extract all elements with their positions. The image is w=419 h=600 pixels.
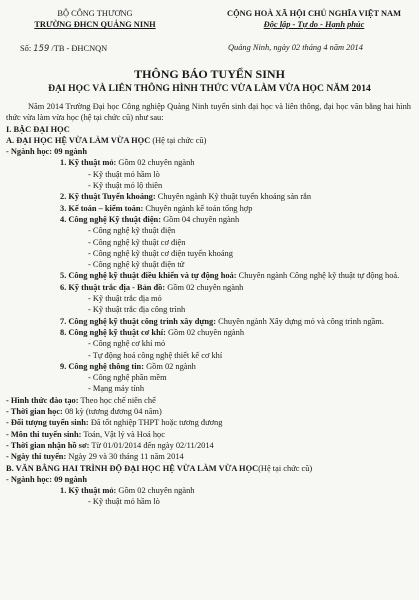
b-major-sub-item: - Kỹ thuật mỏ hầm lò	[88, 497, 160, 507]
major-item	[6, 157, 411, 168]
specialization-item: - Kỹ thuật trắc địa mỏ	[88, 294, 162, 304]
specialization-item: - Công nghệ kỹ thuật cơ điện tuyển khoáng	[88, 248, 233, 258]
info-value: Toán, Vật lý và Hoá học	[81, 429, 165, 439]
specialization-item: - Tự động hoá công nghệ thiết kế cơ khí	[88, 350, 223, 360]
info-label: - Đối tượng tuyển sinh:	[6, 418, 89, 428]
info-value: Ngày 29 và 30 tháng 11 năm 2014	[66, 452, 184, 462]
b-major-item	[6, 485, 411, 496]
issuer-block	[20, 8, 170, 30]
info-label: - Ngày thi tuyển:	[6, 452, 67, 462]
specialization-item: - Kỹ thuật mỏ lộ thiên	[88, 181, 163, 191]
major-detail: Chuyên ngành Kỹ thuật tuyển khoáng sản rắn	[155, 192, 312, 202]
section-b-note: (Hệ tại chức cũ)	[258, 463, 313, 473]
major-title: 6. Kỹ thuật trắc địa - Bản đồ:	[60, 282, 166, 292]
major-item	[6, 361, 411, 372]
info-row	[6, 406, 411, 417]
document-subtitle: ĐẠI HỌC VÀ LIÊN THÔNG HÌNH THỨC VỪA LÀM VỪA HỌC NĂM 2014	[48, 83, 371, 94]
major-detail: Chuyên ngành kế toán tổng hợp	[143, 203, 253, 213]
section-b-title: B. VĂN BẰNG HAI TRÌNH ĐỘ ĐẠI HỌC HỆ VỪA LÀM VỪA HỌC	[6, 463, 259, 473]
document-body	[6, 101, 411, 508]
document-title: THÔNG BÁO TUYỂN SINH	[134, 67, 285, 81]
specialization-item: - Công nghệ kỹ thuật điện	[88, 226, 176, 236]
major-item	[6, 203, 411, 214]
doc-no-value: 159	[33, 43, 50, 53]
info-label: - Thời gian học:	[6, 407, 63, 417]
info-row	[6, 429, 411, 440]
majors-count-a: - Ngành học: 09 ngành	[6, 147, 87, 157]
specialization-item: - Kỹ thuật trắc địa công trình	[88, 305, 186, 315]
specialization-item: - Công nghệ cơ khí mỏ	[88, 339, 166, 349]
major-detail: Gồm 02 chuyên ngành	[165, 282, 244, 292]
major-title: 9. Công nghệ thông tin:	[60, 361, 144, 371]
major-detail: Chuyên ngành Công nghệ kỹ thuật tự động hoá.	[236, 271, 400, 281]
major-detail: Gồm 02 chuyên ngành	[116, 158, 195, 168]
major-title: 3. Kế toán – kiểm toán:	[60, 203, 144, 213]
ministry-name: BỘ CÔNG THƯƠNG	[57, 9, 133, 18]
major-item	[6, 191, 411, 202]
b-major-detail: Gồm 02 chuyên ngành	[116, 486, 195, 496]
national-motto: Độc lập - Tự do - Hạnh phúc	[263, 20, 365, 29]
school-name: TRƯỜNG ĐHCN QUẢNG NINH	[34, 20, 156, 29]
info-row	[6, 451, 411, 462]
document-number	[20, 43, 107, 53]
info-value: 08 kỳ (tương đương 04 năm)	[62, 407, 162, 417]
doc-no-suffix: /TB - ĐHCNQN	[51, 44, 108, 53]
info-value: Đã tốt nghiệp THPT hoặc tương đương	[88, 418, 223, 428]
specialization-item: - Kỹ thuật mỏ hầm lò	[88, 169, 160, 179]
major-detail: Gồm 02 chuyên ngành	[165, 327, 245, 337]
major-detail: Gồm 04 chuyên ngành	[160, 214, 240, 224]
info-label: - Thời gian nhận hồ sơ:	[6, 440, 90, 450]
specialization-item: - Công nghệ phần mềm	[88, 373, 167, 383]
info-value: Từ 01/01/2014 đến ngày 02/11/2014	[89, 440, 214, 450]
info-row	[6, 440, 411, 451]
major-title: 8. Công nghệ kỹ thuật cơ khí:	[60, 327, 166, 337]
major-detail: Chuyên ngành Xây dựng mỏ và công trình ngầm.	[216, 316, 384, 326]
national-header	[214, 8, 414, 30]
major-title: 1. Kỹ thuật mỏ:	[60, 158, 117, 168]
major-item	[6, 327, 411, 338]
majors-list	[6, 157, 411, 394]
specialization-item: - Mạng máy tính	[88, 384, 145, 394]
major-item	[6, 282, 411, 293]
major-item	[6, 316, 411, 327]
section-a-note: (Hệ tại chức cũ)	[150, 135, 207, 145]
major-title: 7. Công nghệ kỹ thuật công trình xây dựng:	[60, 316, 217, 326]
intro-paragraph: Năm 2014 Trường Đại học Công nghiệp Quảng Ninh tuyển sinh đại học và liên thông, đại học văn bằng hai hình thức vừa làm vừa học (hệ tại chức cũ) như sau:	[6, 102, 411, 123]
major-detail: Gồm 02 ngành	[144, 361, 196, 371]
majors-count-b: - Ngành học: 09 ngành	[6, 474, 87, 484]
major-item	[6, 214, 411, 225]
info-label: - Hình thức đào tạo:	[6, 395, 79, 405]
info-row	[6, 395, 411, 406]
major-title: 5. Công nghệ kỹ thuật điều khiển và tự động hoá:	[60, 271, 237, 281]
info-label: - Môn thi tuyển sinh:	[6, 429, 82, 439]
major-title: 4. Công nghệ Kỹ thuật điện:	[60, 214, 161, 224]
info-row	[6, 417, 411, 428]
specialization-item: - Công nghệ kỹ thuật điện tử	[88, 260, 185, 270]
specialization-item: - Công nghệ kỹ thuật cơ điện	[88, 237, 186, 247]
issue-date: Quảng Ninh, ngày 02 tháng 4 năm 2014	[228, 43, 363, 52]
section-heading-I: I. BẬC ĐẠI HỌC	[6, 124, 70, 134]
section-heading-B	[6, 463, 411, 474]
country-name: CỘNG HOÀ XÃ HỘI CHỦ NGHĨA VIỆT NAM	[227, 9, 401, 18]
info-value: Theo học chế niên chế	[78, 395, 156, 405]
section-heading-A	[6, 135, 411, 146]
major-title: 2. Kỹ thuật Tuyển khoáng:	[60, 192, 156, 202]
major-item	[6, 270, 411, 281]
b-major-title: 1. Kỹ thuật mỏ:	[60, 486, 117, 496]
section-a-title: A. ĐẠI HỌC HỆ VỪA LÀM VỪA HỌC	[6, 135, 151, 145]
doc-no-label: Số:	[20, 44, 32, 53]
admission-info	[6, 395, 411, 463]
